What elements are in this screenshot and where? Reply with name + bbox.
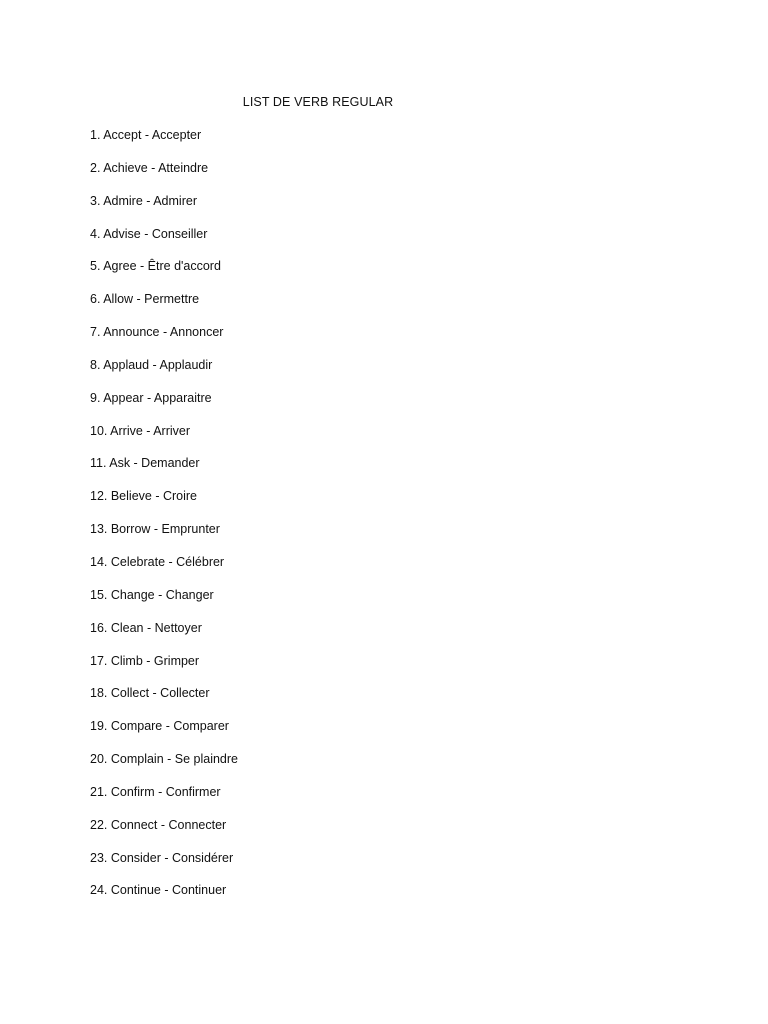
list-item: 4. Advise - Conseiller [90, 226, 208, 241]
list-item: 20. Complain - Se plaindre [90, 752, 238, 767]
list-item: 18. Collect - Collecter [90, 686, 210, 701]
list-item: 13. Borrow - Emprunter [90, 522, 220, 537]
list-item: 10. Arrive - Arriver [90, 423, 191, 438]
list-item: 6. Allow - Permettre [90, 292, 200, 307]
list-item: 22. Connect - Connecter [90, 817, 227, 832]
list-item: 14. Celebrate - Célébrer [90, 554, 225, 569]
list-item: 16. Clean - Nettoyer [90, 620, 202, 635]
list-item: 15. Change - Changer [90, 587, 214, 602]
list-item: 12. Believe - Croire [90, 489, 197, 504]
list-item: 9. Appear - Apparaitre [90, 390, 212, 405]
list-item: 24. Continue - Continuer [90, 883, 227, 898]
list-item: 11. Ask - Demander [90, 456, 200, 471]
list-item: 7. Announce - Annoncer [90, 325, 224, 340]
list-item: 5. Agree - Être d'accord [90, 259, 221, 274]
verb-list [90, 126, 238, 914]
list-item: 8. Applaud - Applaudir [90, 357, 213, 372]
list-item: 17. Climb - Grimper [90, 653, 200, 668]
list-item: 3. Admire - Admirer [90, 193, 197, 208]
list-item: 19. Compare - Comparer [90, 719, 229, 734]
list-item: 21. Confirm - Confirmer [90, 784, 221, 799]
document-title: LIST DE VERB REGULAR [242, 95, 394, 109]
list-item: 2. Achieve - Atteindre [90, 160, 209, 175]
list-item: 1. Accept - Accepter [90, 128, 202, 142]
list-item: 23. Consider - Considérer [90, 850, 234, 865]
